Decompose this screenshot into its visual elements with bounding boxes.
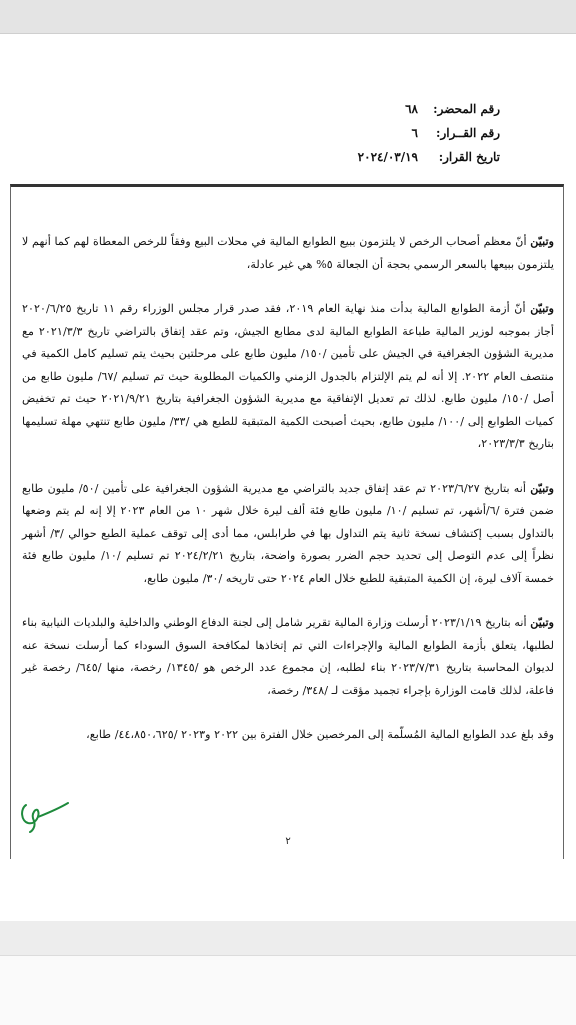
paragraph-text: أنّ أزمة الطوابع المالية بدأت منذ نهاية العام ٢٠١٩، فقد صدر قرار مجلس الوزراء رقم ١١ تاريخ ٢٠٢٠/٦/٢٥ أجاز بموجبه لوزير المالية طباعة الطوابع المالية لدى مطابع الجيش، وتم عقد إتفاق بالتراضي تاريخ ٢٠٢١/٣/٣ مع مديرية الشؤون الجغرافية في الجيش على تأمين /١٥٠/ مليون طابع على مرحلتين بحيث يتم تسليم كامل الكمية في منتصف العام ٢٠٢٢. إلا أنه لم يتم الإلتزام بالجدول الزمني والكميات المطلوبة حيث تم تسليم /٦٧/ مليون طابع من أصل /١٥٠/ مليون طابع. لذلك تم تعديل الإتفاقية مع مديرية الشؤون الجغرافية بتاريخ ٢٠٢١/٩/٢١ حيث تم تخفيض كميات الطوابع إلى /١٠٠/ مليون طابع، بحيث أصبحت الكمية المتبقية للطبع هي /٣٣/ مليون طابع تنتهي مهلة تسليمها بتاريخ ٢٠٢٣/٣/٣، <box>22 302 555 450</box>
decision-header <box>358 97 500 169</box>
paragraph-lead: وتبيّن <box>530 615 554 629</box>
paragraph-text: أنه بتاريخ ٢٠٢٣/٦/٢٧ تم عقد إتفاق جديد بالتراضي مع مديرية الشؤون الجغرافية على تأمين /٥٠/ مليون طابع ضمن فترة /٦/أشهر، تم تسليم /١٠/ مليون طابع فئة ألف ليرة خلال شهر ١٠ من العام ٢٠٢٣ إلا إنه لم يتم وضعها بالتداول بسبب إكتشاف نسخة ثانية يتم التداول بها في طرابلس، مما أدى إلى توقف عملية الطبع حوالي /٣/ أشهر نظراً إلى عدم التوصل إلى تحديد حجم الضرر بصورة واضحة، بتاريخ ٢٠٢٤/٢/٢١ تم تسليم /١٠/ مليون طابع فئة خمسة آلاف ليرة، إن الكمية المتبقية للطبع خلال العام ٢٠٢٤ حتى تاريخه /٣٠/ مليون طابع، <box>22 481 555 585</box>
next-page-edge <box>0 955 576 1025</box>
minutes-number-row <box>358 97 500 121</box>
paragraph <box>22 611 554 702</box>
paragraph-lead: وتبيّن <box>530 301 554 315</box>
decision-date-row <box>358 145 500 169</box>
paragraph-text: أنّ معظم أصحاب الرخص لا يلتزمون ببيع الطوابع المالية في محلات البيع وفقاً للرخص المعطاة لهم كما أنهم لا يلتزمون ببيعها بالسعر الرسمي بحجة أن الجعالة ٥% هي غير عادلة، <box>22 235 554 271</box>
minutes-number-value: ٦٨ <box>405 102 418 116</box>
document-body <box>22 230 554 768</box>
decision-number-row <box>358 121 500 145</box>
paragraph-text: وقد بلغ عدد الطوابع المالية المُسلّمة إلى المرخصين خلال الفترة بين ٢٠٢٢ و٢٠٢٣ /٤٤،٨٥٠،٦٢٥/ طابع، <box>86 728 554 741</box>
paragraph <box>22 477 554 591</box>
signature-mark <box>18 797 70 833</box>
paragraph-text: أنه بتاريخ ٢٠٢٣/١/١٩ أرسلت وزارة المالية تقرير شامل إلى لجنة الدفاع الوطني والداخلية والبلديات النيابية بناء لطلبها، يتعلق بأزمة الطوابع المالية والإجراءات التي تم إتخاذها لمكافحة السوق السوداء كما أرسلت نسخة عنه لديوان المحاسبة بتاريخ ٢٠٢٣/٧/٣١ بناء لطلبه، إن مجموع عدد الرخص هو /١٣٤٥/ رخصة، منها /٦٤٥/ رخصة غير فاعلة، لذلك قامت الوزارة بإجراء تجميد مؤقت لـ /٣٤٨/ رخصة، <box>22 616 554 697</box>
top-band <box>0 0 576 33</box>
minutes-number-label: رقم المحضر: <box>433 102 500 116</box>
page-number: ٢ <box>285 836 291 847</box>
paragraph-lead: وتبيّن <box>530 234 554 248</box>
page-gap <box>0 921 576 955</box>
decision-number-value: ٦ <box>411 126 418 140</box>
paragraph-lead: وتبيّن <box>530 480 554 495</box>
decision-date-value: ٢٠٢٤/٠٣/١٩ <box>357 150 418 164</box>
decision-number-label: رقم القــرار: <box>436 126 500 140</box>
paragraph <box>22 230 554 276</box>
paragraph <box>22 297 554 456</box>
paragraph <box>22 723 554 747</box>
decision-date-label: تاريخ القرار: <box>438 150 500 164</box>
